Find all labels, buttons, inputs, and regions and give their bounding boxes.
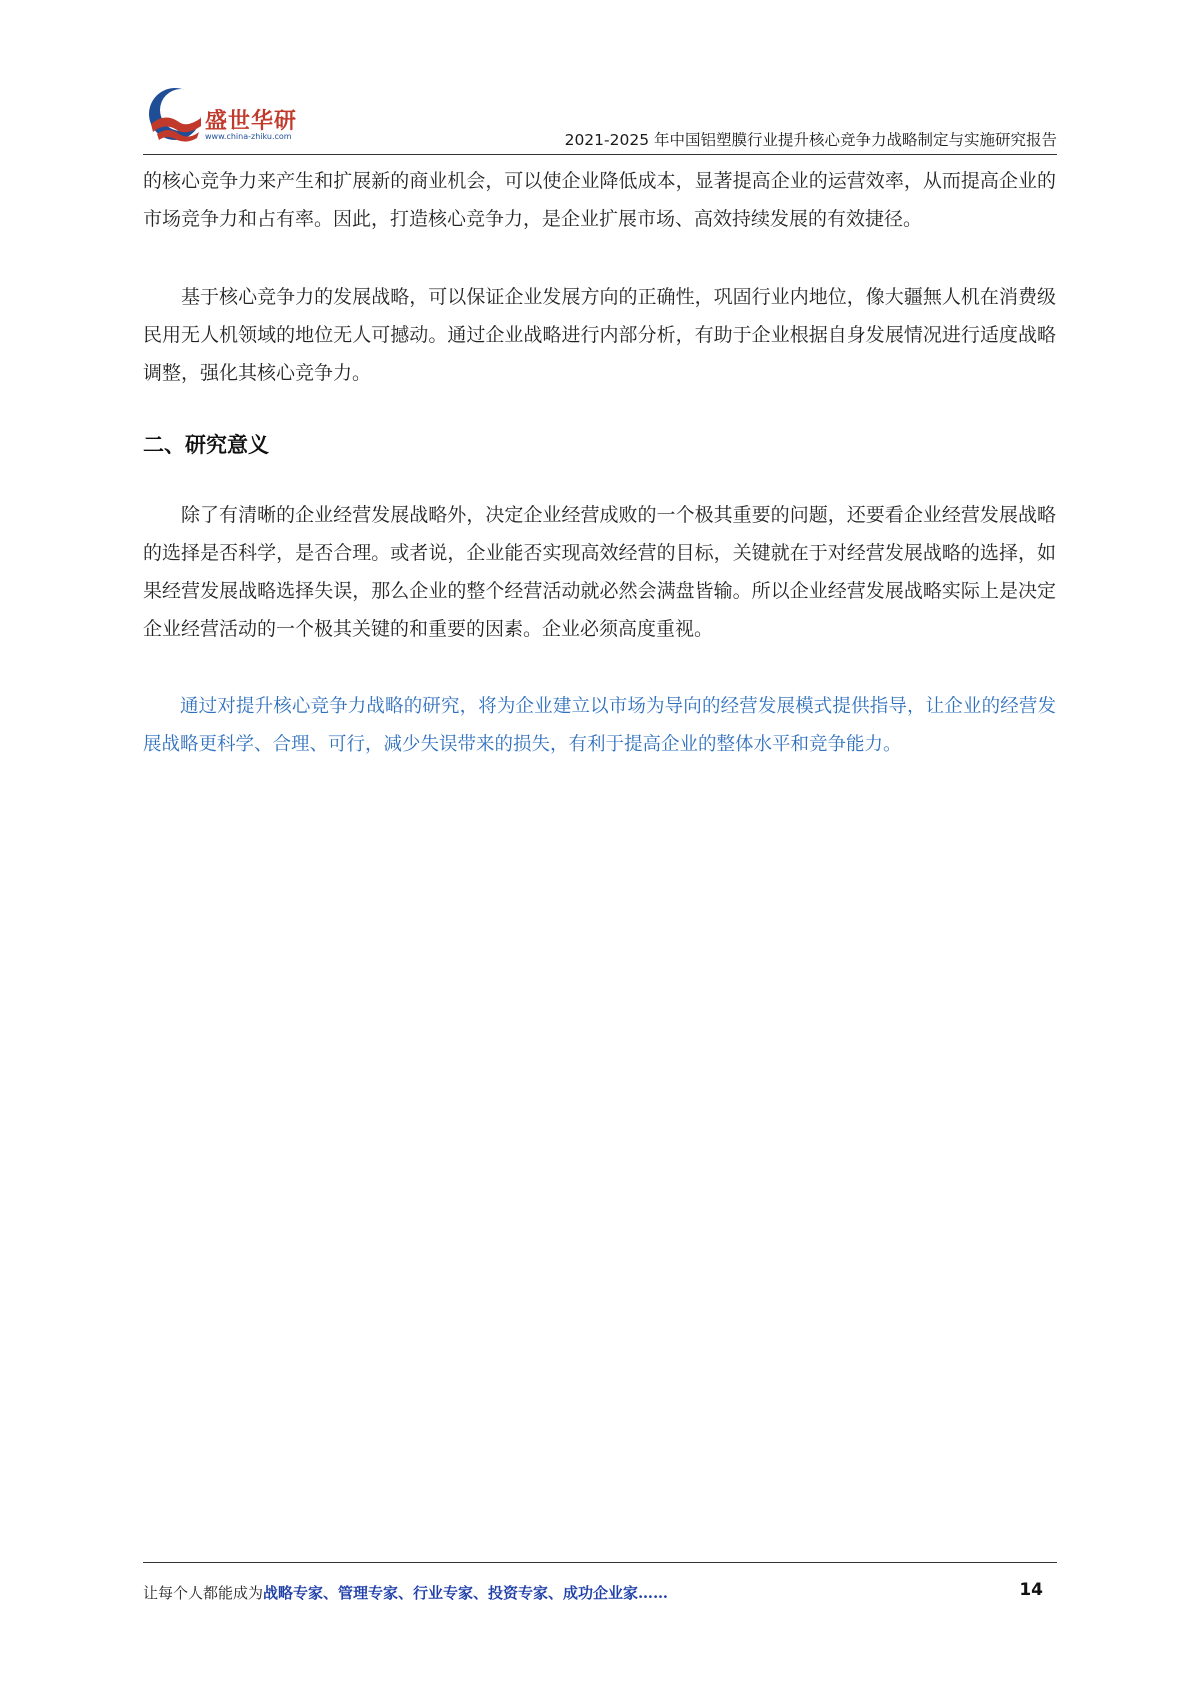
paragraph-development-strategy: 基于核心竞争力的发展战略，可以保证企业发展方向的正确性，巩固行业内地位，像大疆無人机在消费级民用无人机领域的地位无人可撼动。通过企业战略进行内部分析，有助于企业根据自身发展情况进行适度战略调整，强化其核心竞争力。	[143, 286, 1056, 384]
logo-name: 盛世华研	[205, 109, 298, 134]
paragraph-spacer	[143, 238, 1056, 278]
page-number: 14	[1019, 1580, 1043, 1600]
paragraph-spacer	[143, 648, 1056, 688]
paragraph-strategy-choice: 除了有清晰的企业经营发展战略外，决定企业经营成败的一个极其重要的问题，还要看企业经营发展战略的选择是否科学，是否合理。或者说，企业能否实现高效经营的目标，关键就在于对经营发展战略的选择，如果经营发展战略选择失误，那么企业的整个经营活动就必然会满盘皆输。所以企业经营发展战略实际上是决定企业经营活动的一个极其关键的和重要的因素。企业必须高度重视。	[143, 504, 1056, 640]
footer-divider	[143, 1562, 1057, 1563]
logo-emblem-icon	[143, 84, 207, 148]
page-content	[143, 162, 1056, 764]
footer-slogan	[143, 1582, 668, 1603]
header-divider	[143, 154, 1057, 155]
footer-slogan-prefix: 让每个人都能成为	[143, 1584, 264, 1602]
section-heading-research-significance: 二、研究意义	[143, 433, 269, 457]
logo-url: www.china-zhiku.com	[205, 132, 292, 141]
page-footer	[143, 1562, 1057, 1622]
page-header	[143, 82, 1057, 158]
footer-slogan-roles: 战略专家、管理专家、行业专家、投资专家、成功企业家……	[263, 1584, 669, 1602]
company-logo	[143, 82, 313, 150]
report-title: 2021-2025 年中国铝塑膜行业提升核心竞争力战略制定与实施研究报告	[564, 131, 1057, 149]
paragraph-research-benefit: 通过对提升核心竞争力战略的研究，将为企业建立以市场为导向的经营发展模式提供指导，让企业的经营发展战略更科学、合理、可行，减少失误带来的损失，有利于提高企业的整体水平和竞争能力。	[143, 696, 1056, 755]
paragraph-core-competence-continued: 的核心竞争力来产生和扩展新的商业机会，可以使企业降低成本，显著提高企业的运营效率，从而提高企业的市场竞争力和占有率。因此，打造核心竞争力，是企业扩展市场、高效持续发展的有效捷径。	[143, 170, 1056, 230]
